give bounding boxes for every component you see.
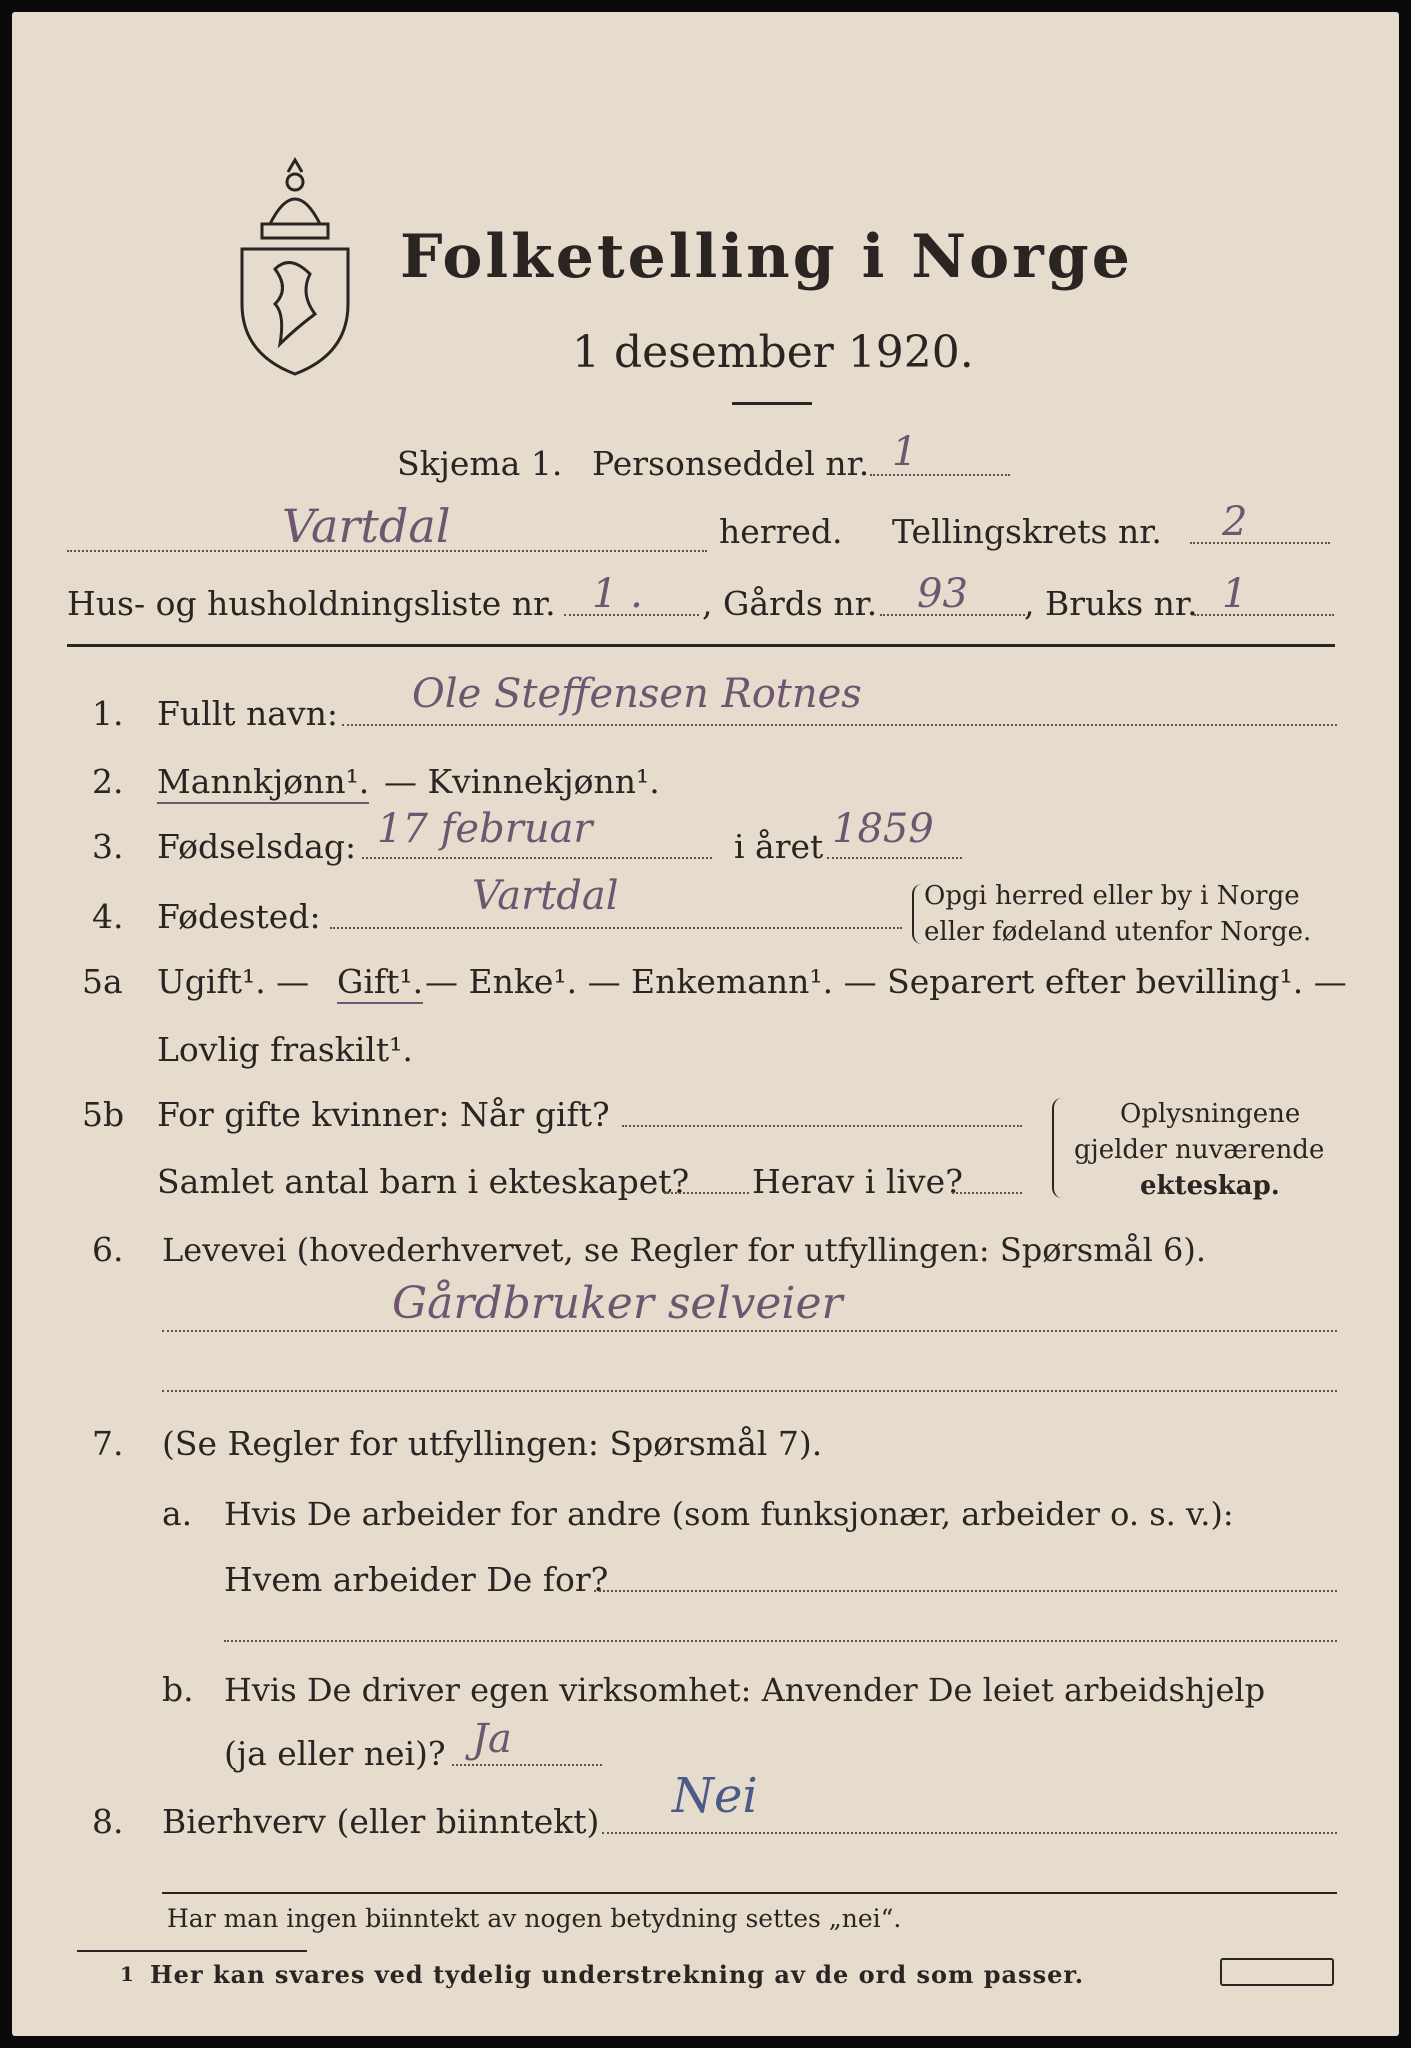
q5a-gift: Gift¹. bbox=[337, 962, 423, 1004]
footer-note: Har man ingen biinntekt av nogen betydning settes „nei“. bbox=[167, 1904, 902, 1933]
q5a-fraskilt: Lovlig fraskilt¹. bbox=[157, 1030, 413, 1069]
herred-value: Vartdal bbox=[282, 499, 451, 553]
tellingskrets-label: Tellingskrets nr. bbox=[892, 512, 1162, 551]
q4-line bbox=[330, 927, 902, 929]
q7a-employer-line2 bbox=[224, 1640, 1337, 1642]
q5b-when-line bbox=[622, 1125, 1022, 1127]
q5b-label-children: Samlet antal barn i ekteskapet? bbox=[157, 1162, 690, 1201]
bruks-line bbox=[1194, 614, 1334, 616]
q7b-value: Ja bbox=[472, 1716, 512, 1762]
hus-value: 1 . bbox=[592, 571, 643, 617]
q4-label: Fødested: bbox=[157, 897, 321, 936]
personseddel-label: Personseddel nr. bbox=[592, 444, 870, 483]
q3-year-label: i året bbox=[734, 827, 824, 866]
census-form bbox=[12, 12, 1399, 2036]
q7-label: (Se Regler for utfyllingen: Spørsmål 7). bbox=[162, 1424, 823, 1463]
coat-of-arms-icon bbox=[230, 154, 360, 379]
q5a-number: 5a bbox=[82, 962, 123, 1001]
footnote-text: Her kan svares ved tydelig understrekning av de ord som passer. bbox=[150, 1960, 1085, 1989]
census-date: 1 desember 1920. bbox=[572, 327, 974, 378]
q5a-ugift: Ugift¹. — bbox=[157, 962, 310, 1001]
q1-line bbox=[342, 724, 1337, 726]
q7a-label: Hvis De arbeider for andre (som funksjonær, arbeider o. s. v.): bbox=[224, 1495, 1234, 1533]
personseddel-line bbox=[870, 474, 1010, 476]
q8-line bbox=[602, 1832, 1337, 1834]
gards-value: 93 bbox=[917, 571, 968, 617]
meta-divider bbox=[67, 644, 1335, 647]
q6-label: Levevei (hovederhvervet, se Regler for utfyllingen: Spørsmål 6). bbox=[162, 1231, 1207, 1269]
bruks-value: 1 bbox=[1222, 571, 1248, 617]
herred-label: herred. bbox=[719, 512, 843, 551]
q5a-other-options: — Enke¹. — Enkemann¹. — Separert efter bevilling¹. — bbox=[425, 962, 1347, 1001]
q8-value: Nei bbox=[672, 1768, 758, 1824]
q7b-line bbox=[452, 1764, 602, 1766]
tellingskrets-line bbox=[1190, 542, 1330, 544]
q3-line bbox=[362, 857, 712, 859]
footer-divider-top bbox=[162, 1892, 1337, 1894]
q7b-label-yesno: (ja eller nei)? bbox=[224, 1734, 446, 1773]
q4-note-line1: Opgi herred eller by i Norge bbox=[924, 881, 1300, 911]
q5b-note-line3: ekteskap. bbox=[1140, 1171, 1280, 1201]
q6-number: 6. bbox=[92, 1230, 124, 1269]
q3-value: 17 februar bbox=[377, 806, 593, 852]
printer-stamp bbox=[1220, 1958, 1334, 1986]
q5b-note-line1: Oplysningene bbox=[1120, 1099, 1301, 1129]
q7a-employer-line1 bbox=[594, 1590, 1337, 1592]
q8-number: 8. bbox=[92, 1802, 124, 1841]
q4-brace bbox=[912, 884, 922, 944]
q3-label: Fødselsdag: bbox=[157, 827, 357, 866]
q2-female-option: — Kvinnekjønn¹. bbox=[384, 762, 660, 801]
footer-divider-bottom bbox=[77, 1950, 307, 1952]
q8-label: Bierhverv (eller biinntekt) bbox=[162, 1802, 600, 1841]
q4-number: 4. bbox=[92, 897, 124, 936]
q3-year-line bbox=[827, 857, 962, 859]
q5b-note-line2: gjelder nuværende bbox=[1074, 1135, 1325, 1165]
footnote-mark: 1 bbox=[120, 1962, 135, 1986]
bruks-label: , Bruks nr. bbox=[1024, 584, 1198, 623]
hus-label: Hus- og husholdningsliste nr. bbox=[67, 584, 556, 623]
q6-line2 bbox=[162, 1390, 1337, 1392]
q1-label: Fullt navn: bbox=[157, 694, 338, 733]
personseddel-value: 1 bbox=[892, 429, 918, 475]
q5b-label-when: For gifte kvinner: Når gift? bbox=[157, 1095, 610, 1134]
tellingskrets-value: 2 bbox=[1222, 499, 1248, 545]
q1-number: 1. bbox=[92, 694, 124, 733]
q5b-brace bbox=[1052, 1098, 1064, 1198]
q3-year-value: 1859 bbox=[832, 806, 934, 852]
page-title: Folketelling i Norge bbox=[400, 222, 1133, 292]
q5b-children-line bbox=[664, 1192, 749, 1194]
q7b-letter: b. bbox=[162, 1670, 194, 1709]
q7a-letter: a. bbox=[162, 1494, 193, 1533]
q5b-label-alive: Herav i live? bbox=[752, 1162, 963, 1201]
q6-value: Gårdbruker selveier bbox=[392, 1278, 843, 1329]
skjema-label: Skjema 1. bbox=[397, 444, 563, 483]
title-divider bbox=[732, 402, 812, 405]
q5b-number: 5b bbox=[82, 1095, 125, 1134]
q2-male-option: Mannkjønn¹. bbox=[157, 762, 369, 804]
q6-line1 bbox=[162, 1330, 1337, 1332]
q5b-alive-line bbox=[952, 1192, 1022, 1194]
gards-label: , Gårds nr. bbox=[702, 584, 878, 623]
q7a-label-employer: Hvem arbeider De for? bbox=[224, 1560, 609, 1599]
q2-number: 2. bbox=[92, 762, 124, 801]
q1-value: Ole Steffensen Rotnes bbox=[412, 671, 862, 717]
q3-number: 3. bbox=[92, 827, 124, 866]
q4-value: Vartdal bbox=[472, 873, 619, 919]
q7-number: 7. bbox=[92, 1424, 124, 1463]
q4-note-line2: eller fødeland utenfor Norge. bbox=[924, 917, 1312, 947]
q7b-label: Hvis De driver egen virksomhet: Anvender De leiet arbeidshjelp bbox=[224, 1671, 1266, 1709]
